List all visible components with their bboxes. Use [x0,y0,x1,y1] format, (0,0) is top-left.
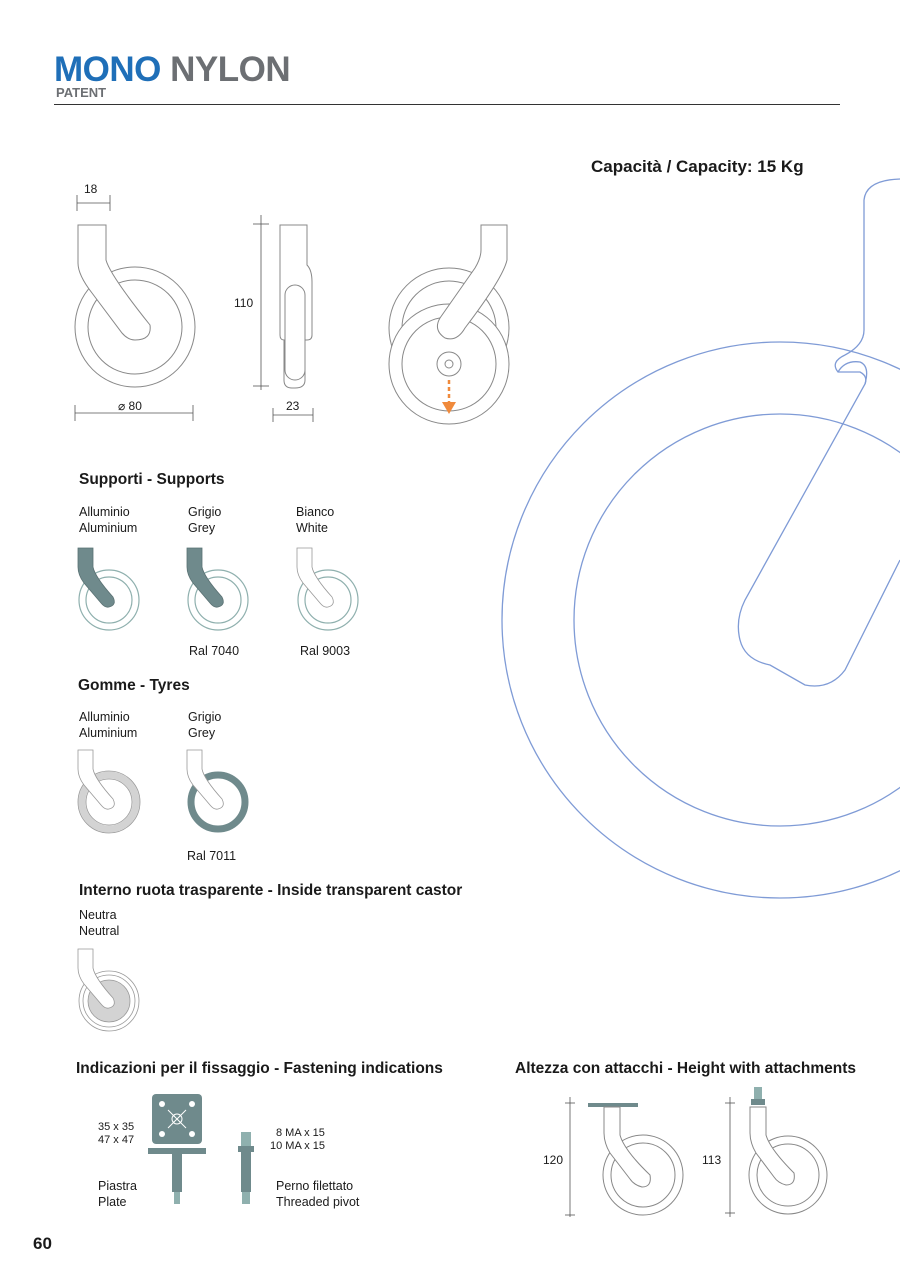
pivot-label [276,1178,359,1210]
height-plate-drawing [562,1095,692,1225]
support-white-swatch [294,545,364,635]
dim-diameter: ⌀ 80 [118,399,142,413]
support-grey-label [188,504,221,536]
height-attach-title: Altezza con attacchi - Height with attachments [515,1060,857,1077]
pivot-size-2: 10 MA x 15 [270,1140,326,1152]
plate-label [98,1178,137,1210]
support-aluminium-label [79,504,137,536]
inside-title: Interno ruota trasparente - Inside transparent castor [79,882,463,899]
tyre-aluminium-swatch [75,748,145,838]
side-view-drawing [70,195,270,435]
tyre-aluminium-line1: Alluminio [79,710,130,724]
inside-neutral-line1: Neutra [79,908,117,922]
pivot-label-2: Threaded pivot [276,1195,360,1209]
inside-neutral-swatch [75,947,145,1037]
tyres-title: Gomme - Tyres [78,677,190,694]
dim-width-top: 18 [84,182,98,196]
inside-neutral-line2: Neutral [79,924,120,938]
support-grey-ral: Ral 7040 [189,644,240,658]
support-white-line1: Bianco [296,505,335,519]
height-pivot-drawing [722,1085,842,1215]
plate-label-2: Plate [98,1195,127,1209]
support-aluminium-line2: Aluminium [79,521,138,535]
height-pivot-value: 113 [702,1153,722,1167]
pivot-label-1: Perno filettato [276,1179,354,1193]
pivot-size-1: 8 MA x 15 [276,1127,325,1139]
brand-subtitle: PATENT [56,85,107,100]
fastening-title: Indicazioni per il fissaggio - Fastening indications [76,1060,443,1077]
capacity-label: Capacità / Capacity: 15 Kg [591,157,804,176]
support-aluminium-line1: Alluminio [79,505,130,519]
tyre-aluminium-line2: Aluminium [79,726,138,740]
tyre-grey-ral: Ral 7011 [187,849,237,863]
supports-title: Supporti - Supports [79,471,225,488]
brand-mono: MONO [54,50,161,89]
support-white-label [296,504,334,536]
plate-size-2: 47 x 47 [98,1134,135,1146]
tyre-grey-line2: Grey [188,726,216,740]
page-number: 60 [33,1234,52,1253]
support-white-line2: White [296,521,328,535]
support-white-ral: Ral 9003 [300,644,351,658]
dim-height: 110 [234,296,254,310]
plate-sizes [98,1121,134,1147]
support-grey-line1: Grigio [188,505,222,519]
support-aluminium-swatch [75,545,145,635]
plate-icon [148,1092,208,1212]
tyre-grey-line1: Grigio [188,710,222,724]
tyre-aluminium-label [79,709,137,741]
support-grey-swatch [184,545,254,635]
dim-wheel-width: 23 [286,399,300,413]
front-view-drawing [250,210,330,440]
brand-nylon: NYLON [170,50,291,89]
plate-size-1: 35 x 35 [98,1121,135,1133]
plate-label-1: Piastra [98,1179,137,1193]
height-plate-value: 120 [543,1153,564,1167]
threaded-pivot-icon [236,1130,256,1210]
tyre-grey-swatch [184,748,254,838]
inside-neutral-label [79,907,119,939]
tyre-grey-label [188,709,221,741]
swivel-view-drawing [385,220,525,440]
support-grey-line2: Grey [188,521,216,535]
